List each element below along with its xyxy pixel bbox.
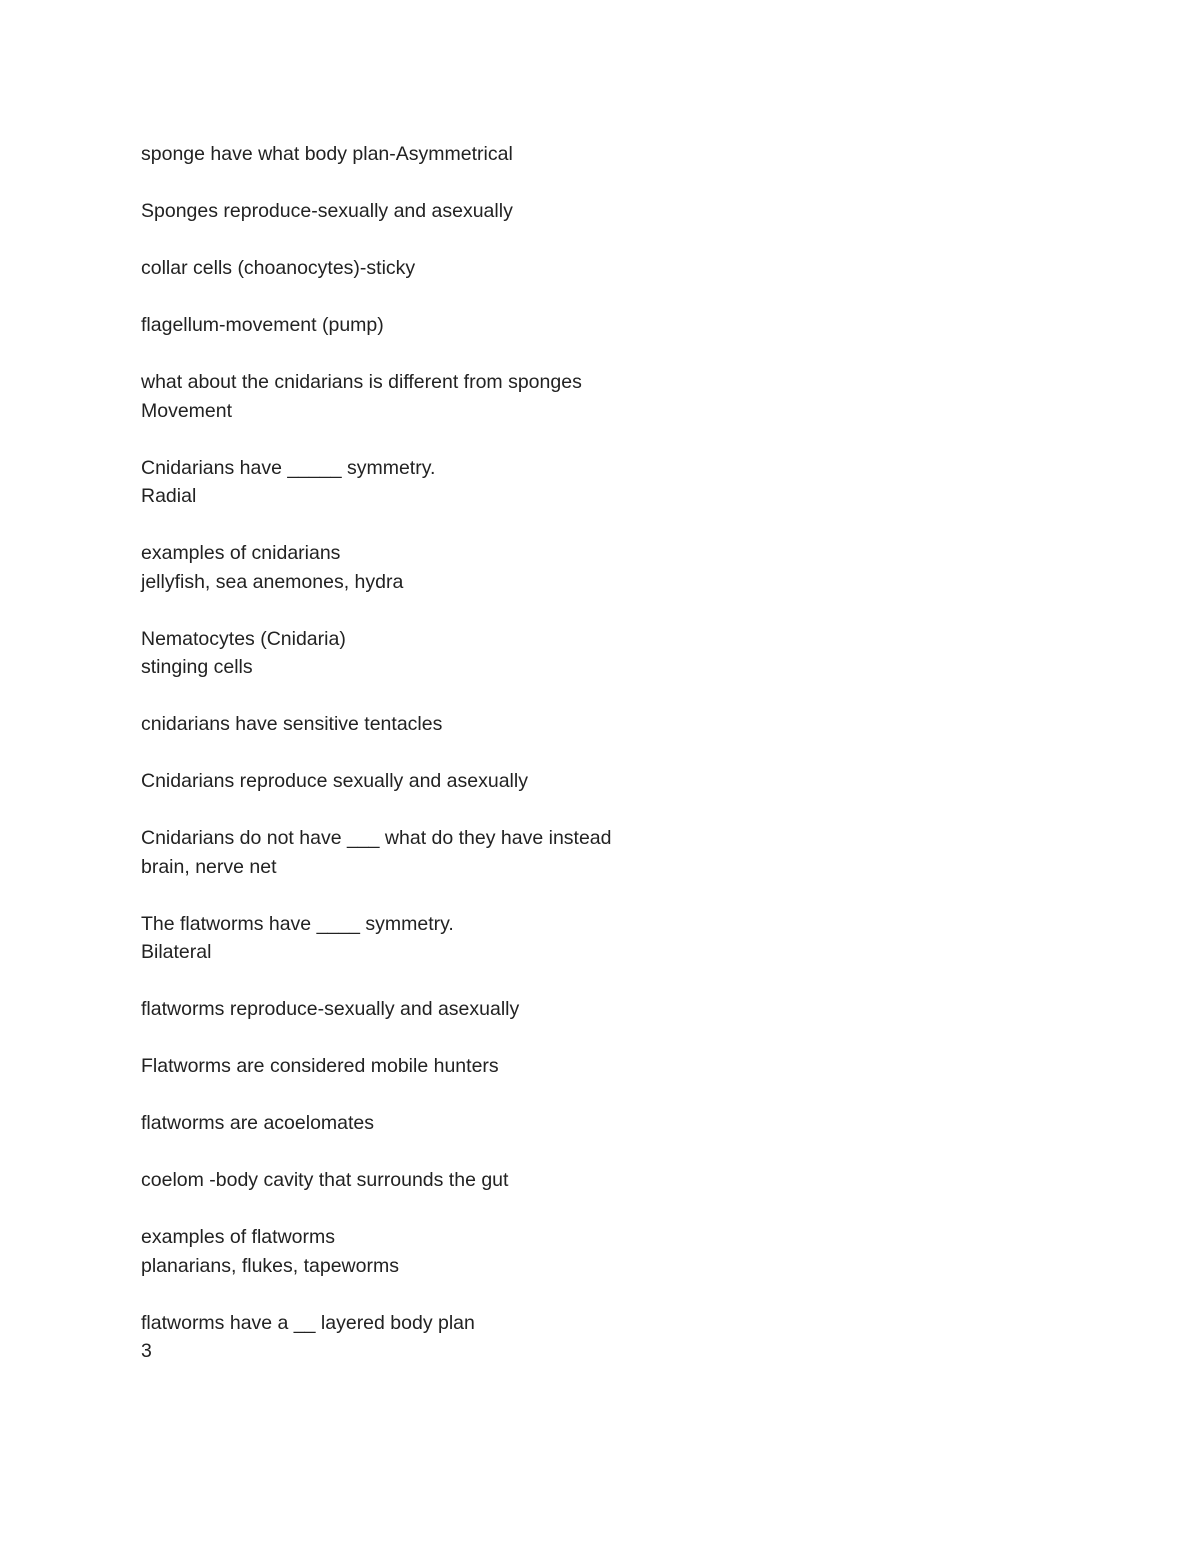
note-entry <box>141 1052 1141 1081</box>
note-question: Nematocytes (Cnidaria) <box>141 627 346 650</box>
document-body <box>141 140 1141 1394</box>
note-line: collar cells (choanocytes)-sticky <box>141 257 416 279</box>
note-answer: jellyfish, sea anemones, hydra <box>141 570 404 593</box>
note-entry <box>141 625 1141 682</box>
note-entry <box>141 539 1141 596</box>
note-answer: Radial <box>141 485 197 507</box>
note-question: examples of flatworms <box>141 1226 335 1248</box>
note-answer: brain, nerve net <box>141 855 277 878</box>
note-line: flagellum-movement (pump) <box>141 314 384 336</box>
note-line: sponge have what body plan-Asymmetrical <box>141 143 513 165</box>
note-entry <box>141 197 1141 226</box>
note-entry <box>141 910 1141 967</box>
note-entry <box>141 368 1141 425</box>
note-line: flatworms are acoelomates <box>141 1112 375 1134</box>
note-question: Cnidarians do not have ___ what do they have instead <box>141 827 612 849</box>
note-line: coelom -body cavity that surrounds the gut <box>141 1169 509 1191</box>
note-answer: Movement <box>141 399 233 422</box>
note-entry <box>141 1223 1141 1280</box>
note-entry <box>141 824 1141 881</box>
note-entry <box>141 311 1141 340</box>
note-entry <box>141 140 1141 169</box>
note-answer: planarians, flukes, tapeworms <box>141 1254 399 1277</box>
note-question: what about the cnidarians is different from sponges <box>141 371 582 393</box>
note-question: Cnidarians have _____ symmetry. <box>141 456 436 479</box>
note-entry <box>141 254 1141 283</box>
note-entry <box>141 1166 1141 1195</box>
note-line: flatworms reproduce-sexually and asexually <box>141 998 520 1020</box>
note-line: Flatworms are considered mobile hunters <box>141 1055 499 1077</box>
note-entry <box>141 1309 1141 1366</box>
note-entry <box>141 767 1141 796</box>
note-question: flatworms have a __ layered body plan <box>141 1311 475 1334</box>
note-answer: 3 <box>141 1340 152 1362</box>
note-answer: Bilateral <box>141 941 212 963</box>
note-entry <box>141 995 1141 1024</box>
note-question: The flatworms have ____ symmetry. <box>141 912 454 935</box>
note-entry <box>141 710 1141 739</box>
note-line: Sponges reproduce-sexually and asexually <box>141 200 513 222</box>
note-answer: stinging cells <box>141 656 253 678</box>
note-question: examples of cnidarians <box>141 542 341 564</box>
note-line: Cnidarians reproduce sexually and asexually <box>141 770 528 792</box>
note-entry <box>141 1109 1141 1138</box>
note-line: cnidarians have sensitive tentacles <box>141 713 443 735</box>
note-entry <box>141 454 1141 511</box>
